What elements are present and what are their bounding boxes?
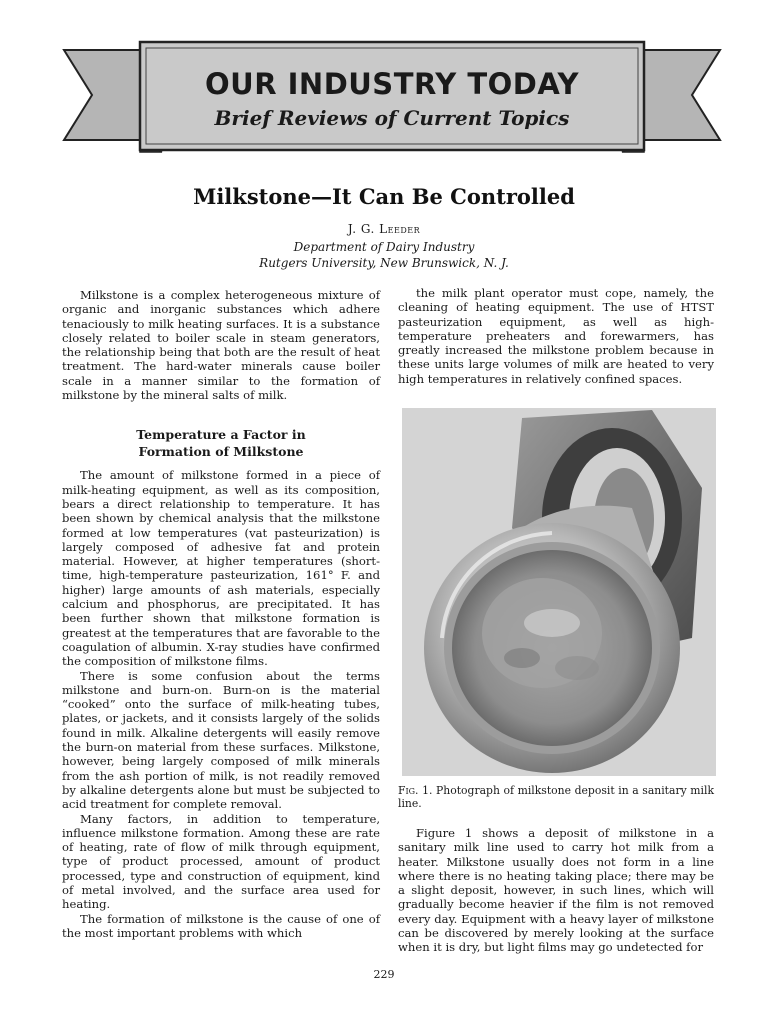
body-paragraph: the milk plant operator must cope, namely, the cleaning of heating equipment. The use of HTST pasteurization equipment, as well as high-temperature preheaters and forewarmers, has greatly increased the milkstone problem because in these units large volumes of milk are heated to very high temperatures in relatively confined spaces. bbox=[398, 286, 714, 386]
article-title: Milkstone—It Can Be Controlled bbox=[193, 184, 575, 209]
banner-subtitle: Brief Reviews of Current Topics bbox=[214, 106, 570, 130]
author-institution: Rutgers University, New Brunswick, N. J. bbox=[259, 256, 509, 270]
body-paragraph: The amount of milkstone formed in a piece of milk-heating equipment, as well as its composition, bears a direct relationship to temperature. It has been shown by chemical analysis that the milkstone formed at low temperatures (vat pasteurization) is largely composed of adhesive fat and protein material. However, at higher temperatures (short-time, high-temperature pasteurization, 161° F. and higher) large amounts of ash materials, especially calcium and phosphorus, are precipitated. It has been further shown that milkstone formation is greatest at the temperatures that are favorable to the coagulation of albumin. X-ray studies have confirmed the composition of milkstone films. bbox=[62, 468, 380, 669]
body-paragraph: Many factors, in addition to temperature, influence milkstone formation. Among these are rate of heating, rate of flow of milk through equipment, type of product processed, amount of product processed, type and construction of equipment, kind of metal involved, and the surface area used for heating. bbox=[62, 811, 380, 912]
section-heading-line1: Temperature a Factor in bbox=[136, 427, 306, 443]
milkstone-photograph bbox=[402, 408, 716, 776]
banner-title: OUR INDUSTRY TODAY bbox=[205, 67, 579, 101]
figure-caption bbox=[398, 784, 714, 810]
masthead-banner bbox=[62, 40, 722, 200]
pipe-fitting-image bbox=[402, 408, 716, 776]
intro-paragraph: Milkstone is a complex heterogeneous mixture of organic and inorganic substances which adhere tenaciously to milk heating surfaces. It is a substance closely related to boiler scale in steam generators, the relationship being that both are the result of heat treatment. The hard-water minerals cause boiler scale in a manner similar to the formation of milkstone by the mineral salts of milk. bbox=[62, 288, 380, 403]
figure-label: Fig. 1. bbox=[398, 784, 433, 797]
section-heading bbox=[62, 426, 380, 460]
body-paragraph: Figure 1 shows a deposit of milkstone in a sanitary milk line used to carry hot milk from a heater. Milkstone usually does not form in a line where there is no heating taking place; there may be a slight deposit, however, in such lines, which will gradually become heavier if the film is not removed every day. Equipment with a heavy layer of milkstone can be discovered by merely looking at the surface when it is dry, but light films may go undetected for bbox=[398, 826, 714, 955]
body-paragraph: There is some confusion about the terms milkstone and burn-on. Burn-on is the material “cooked” onto the surface of milk-heating tubes, plates, or jackets, and it consists largely of the solids found in milk. Alkaline detergents will easily remove the burn-on material from these surfaces. Milkstone, however, being largely composed of milk minerals from the ash portion of milk, is not readily removed by alkaline detergents alone but must be subjected to acid treatment for complete removal. bbox=[62, 668, 380, 812]
right-column-top bbox=[398, 286, 714, 386]
author-department: Department of Dairy Industry bbox=[293, 240, 475, 254]
body-paragraph: The formation of milkstone is the cause of one of the most important problems with which bbox=[62, 911, 380, 940]
right-column-bottom bbox=[398, 826, 714, 955]
section-heading-line2: Formation of Milkstone bbox=[138, 444, 304, 460]
page-number: 229 bbox=[373, 968, 395, 981]
figure-caption-text: Photograph of milkstone deposit in a sanitary milk line. bbox=[398, 784, 714, 810]
left-column bbox=[62, 288, 380, 940]
author-name: J. G. Leeder bbox=[347, 222, 421, 236]
